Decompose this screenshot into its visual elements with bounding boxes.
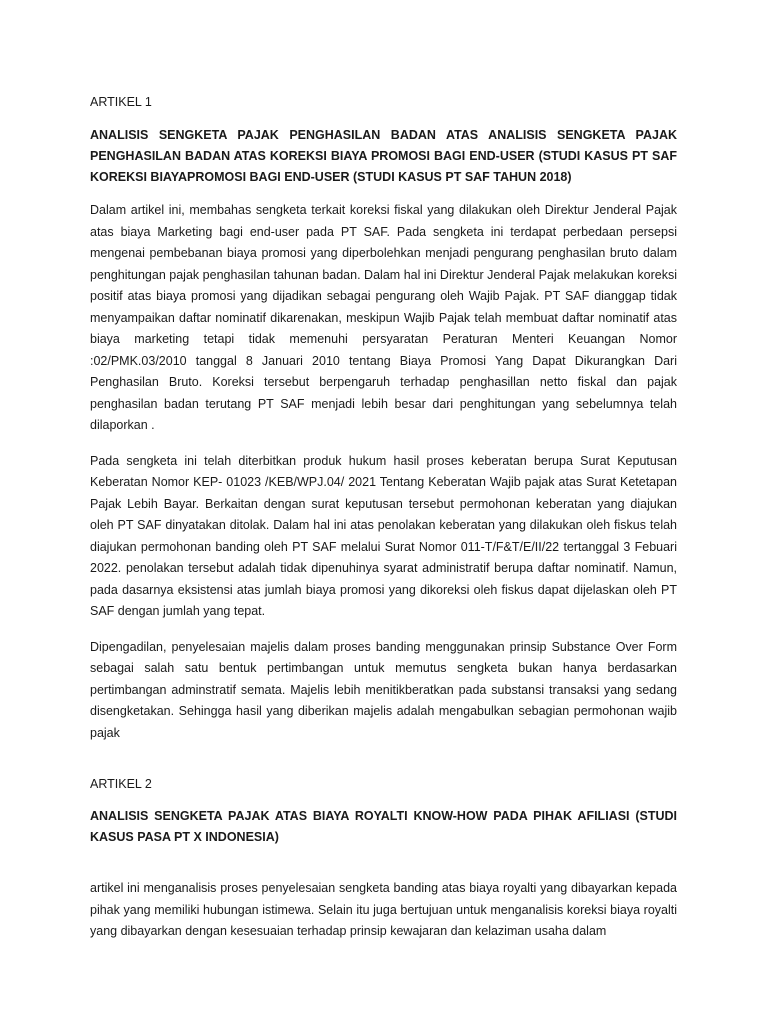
article-2-title: ANALISIS SENGKETA PAJAK ATAS BIAYA ROYALTI KNOW-HOW PADA PIHAK AFILIASI (STUDI KASUS PASA PT X INDONESIA) [90, 809, 677, 844]
article-1-heading: ARTIKEL 1 [90, 95, 152, 109]
article-2-heading: ARTIKEL 2 [90, 777, 152, 791]
article-1-title: ANALISIS SENGKETA PAJAK PENGHASILAN BADAN ATAS ANALISIS SENGKETA PAJAK PENGHASILAN BADAN ATAS KOREKSI BIAYA PROMOSI BAGI END-USER (STUDI KASUS PT SAF KOREKSI BIAYAPROMOSI BAGI END-USER (STUDI KASUS PT SAF TAHUN 2018) [90, 128, 677, 184]
article-1-paragraph-2: Pada sengketa ini telah diterbitkan produk hukum hasil proses keberatan berupa Surat Keputusan Keberatan Nomor KEP- 01023 /KEB/WPJ.04/ 2021 Tentang Keberatan Wajib pajak atas Surat Ketetapan Pajak Lebih Bayar. Berkaitan dengan surat keputusan tersebut permohonan keberatan yang diajukan oleh PT SAF dinyatakan ditolak. Dalam hal ini atas penolakan keberatan yang dilakukan oleh fiskus telah diajukan permohonan banding oleh PT SAF melalui Surat Nomor 011-T/F&T/E/II/22 tertanggal 3 Febuari 2022. penolakan tersebut adalah tidak dipenuhinya syarat administratif berupa daftar nominatif. Namun, pada dasarnya eksistensi atas jumlah biaya promosi yang dikoreksi oleh fiskus dapat dijelaskan oleh PT SAF dengan jumlah yang tepat. [90, 453, 677, 618]
article-2-paragraph-1: artikel ini menganalisis proses penyelesaian sengketa banding atas biaya royalti yang dibayarkan kepada pihak yang memiliki hubungan istimewa. Selain itu juga bertujuan untuk menganalisis koreksi biaya royalti yang dibayarkan dengan kesesuaian terhadap prinsip kewajaran dan kelaziman usaha dalam [90, 881, 677, 938]
document-page [90, 92, 677, 943]
article-1-paragraph-1: Dalam artikel ini, membahas sengketa terkait koreksi fiskal yang dilakukan oleh Direktur Jenderal Pajak atas biaya Marketing bagi end-user pada PT SAF. Pada sengketa ini terdapat perbedaan persepsi mengenai pembebanan biaya promosi yang diperbolehkan menjadi pengurang penghasilan bruto dalam penghitungan pajak penghasilan tahunan badan. Dalam hal ini Direktur Jenderal Pajak melakukan koreksi positif atas biaya promosi yang dijadikan sebagai pengurang oleh Wajib Pajak. PT SAF dianggap tidak menyampaikan daftar nominatif dikarenakan, meskipun Wajib Pajak telah membuat daftar nominatif atas biaya marketing tetapi tidak memenuhi persyaratan Peraturan Menteri Keuangan Nomor :02/PMK.03/2010 tanggal 8 Januari 2010 tentang Biaya Promosi Yang Dapat Dikurangkan Dari Penghasilan Bruto. Koreksi tersebut berpengaruh terhadap penghasillan netto fiskal dan pajak penghasilan badan terutang PT SAF menjadi lebih besar dari penghitungan yang sebelumnya telah dilaporkan . [90, 203, 677, 432]
article-1-paragraph-3: Dipengadilan, penyelesaian majelis dalam proses banding menggunakan prinsip Substance Over Form sebagai salah satu bentuk pertimbangan untuk memutus sengketa bukan hanya berdasarkan pertimbangan adminstratif semata. Majelis lebih menitikberatkan pada substansi transaksi yang sedang disengketakan. Sehingga hasil yang diberikan majelis adalah mengabulkan sebagian permohonan wajib pajak [90, 639, 677, 740]
